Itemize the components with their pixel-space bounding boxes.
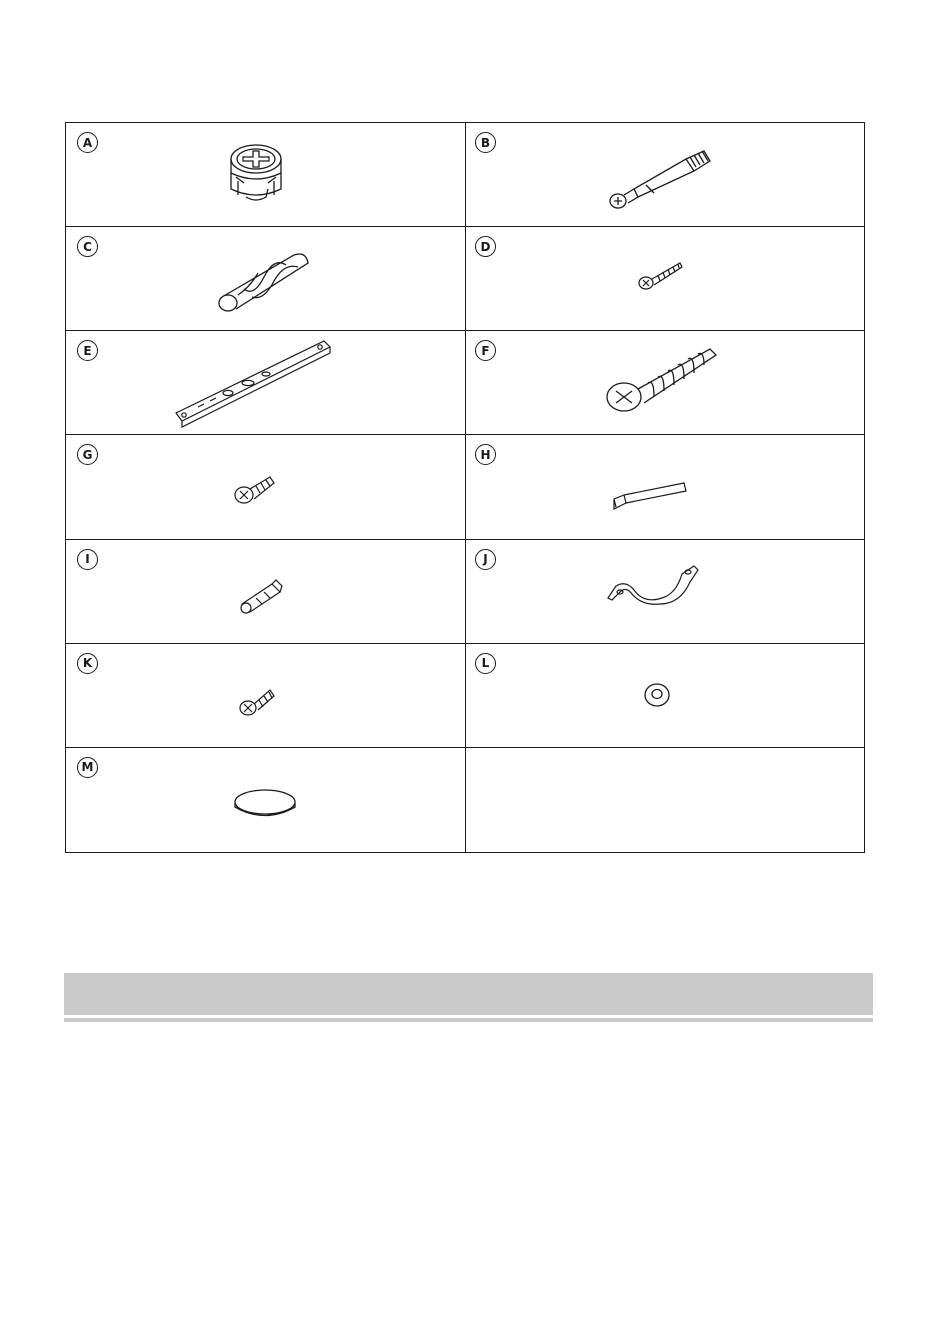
part-label-k: K bbox=[77, 653, 98, 674]
part-label-j: J bbox=[475, 549, 496, 570]
cam-lock-icon bbox=[216, 137, 296, 209]
part-label-i: I bbox=[77, 549, 98, 570]
parts-grid bbox=[65, 122, 865, 853]
part-label-d: D bbox=[475, 236, 496, 257]
section-divider-line bbox=[64, 1018, 873, 1022]
section-header-band bbox=[64, 973, 873, 1015]
part-label-m: M bbox=[77, 757, 98, 778]
part-cell-l bbox=[466, 644, 864, 748]
wooden-dowel-icon bbox=[214, 247, 314, 317]
part-label-f: F bbox=[475, 340, 496, 361]
part-cell-i bbox=[66, 540, 466, 644]
metal-rail-icon bbox=[168, 337, 338, 429]
short-screw-icon bbox=[238, 680, 278, 720]
part-cell-j bbox=[466, 540, 864, 644]
part-label-g: G bbox=[77, 444, 98, 465]
empty-cell bbox=[466, 748, 864, 852]
part-cell-b bbox=[466, 123, 864, 227]
machine-screw-icon bbox=[234, 471, 278, 507]
part-cell-c bbox=[66, 227, 466, 331]
large-screw-icon bbox=[604, 341, 724, 417]
part-label-a: A bbox=[77, 132, 98, 153]
part-label-c: C bbox=[77, 236, 98, 257]
safety-strap-icon bbox=[604, 560, 704, 610]
small-screw-icon bbox=[638, 259, 688, 293]
part-cell-f bbox=[466, 331, 864, 435]
washer-icon bbox=[642, 680, 672, 710]
part-cell-g bbox=[66, 435, 466, 539]
part-cell-e bbox=[66, 331, 466, 435]
part-cell-k bbox=[66, 644, 466, 748]
metal-bracket-icon bbox=[610, 475, 690, 515]
part-cell-m bbox=[66, 748, 466, 852]
part-label-h: H bbox=[475, 444, 496, 465]
part-label-b: B bbox=[475, 132, 496, 153]
part-cell-h bbox=[466, 435, 864, 539]
felt-pad-icon bbox=[232, 786, 298, 822]
wall-plug-icon bbox=[236, 574, 286, 616]
connector-bolt-icon bbox=[606, 145, 716, 215]
part-label-e: E bbox=[77, 340, 98, 361]
part-label-l: L bbox=[475, 653, 496, 674]
part-cell-d bbox=[466, 227, 864, 331]
part-cell-a bbox=[66, 123, 466, 227]
